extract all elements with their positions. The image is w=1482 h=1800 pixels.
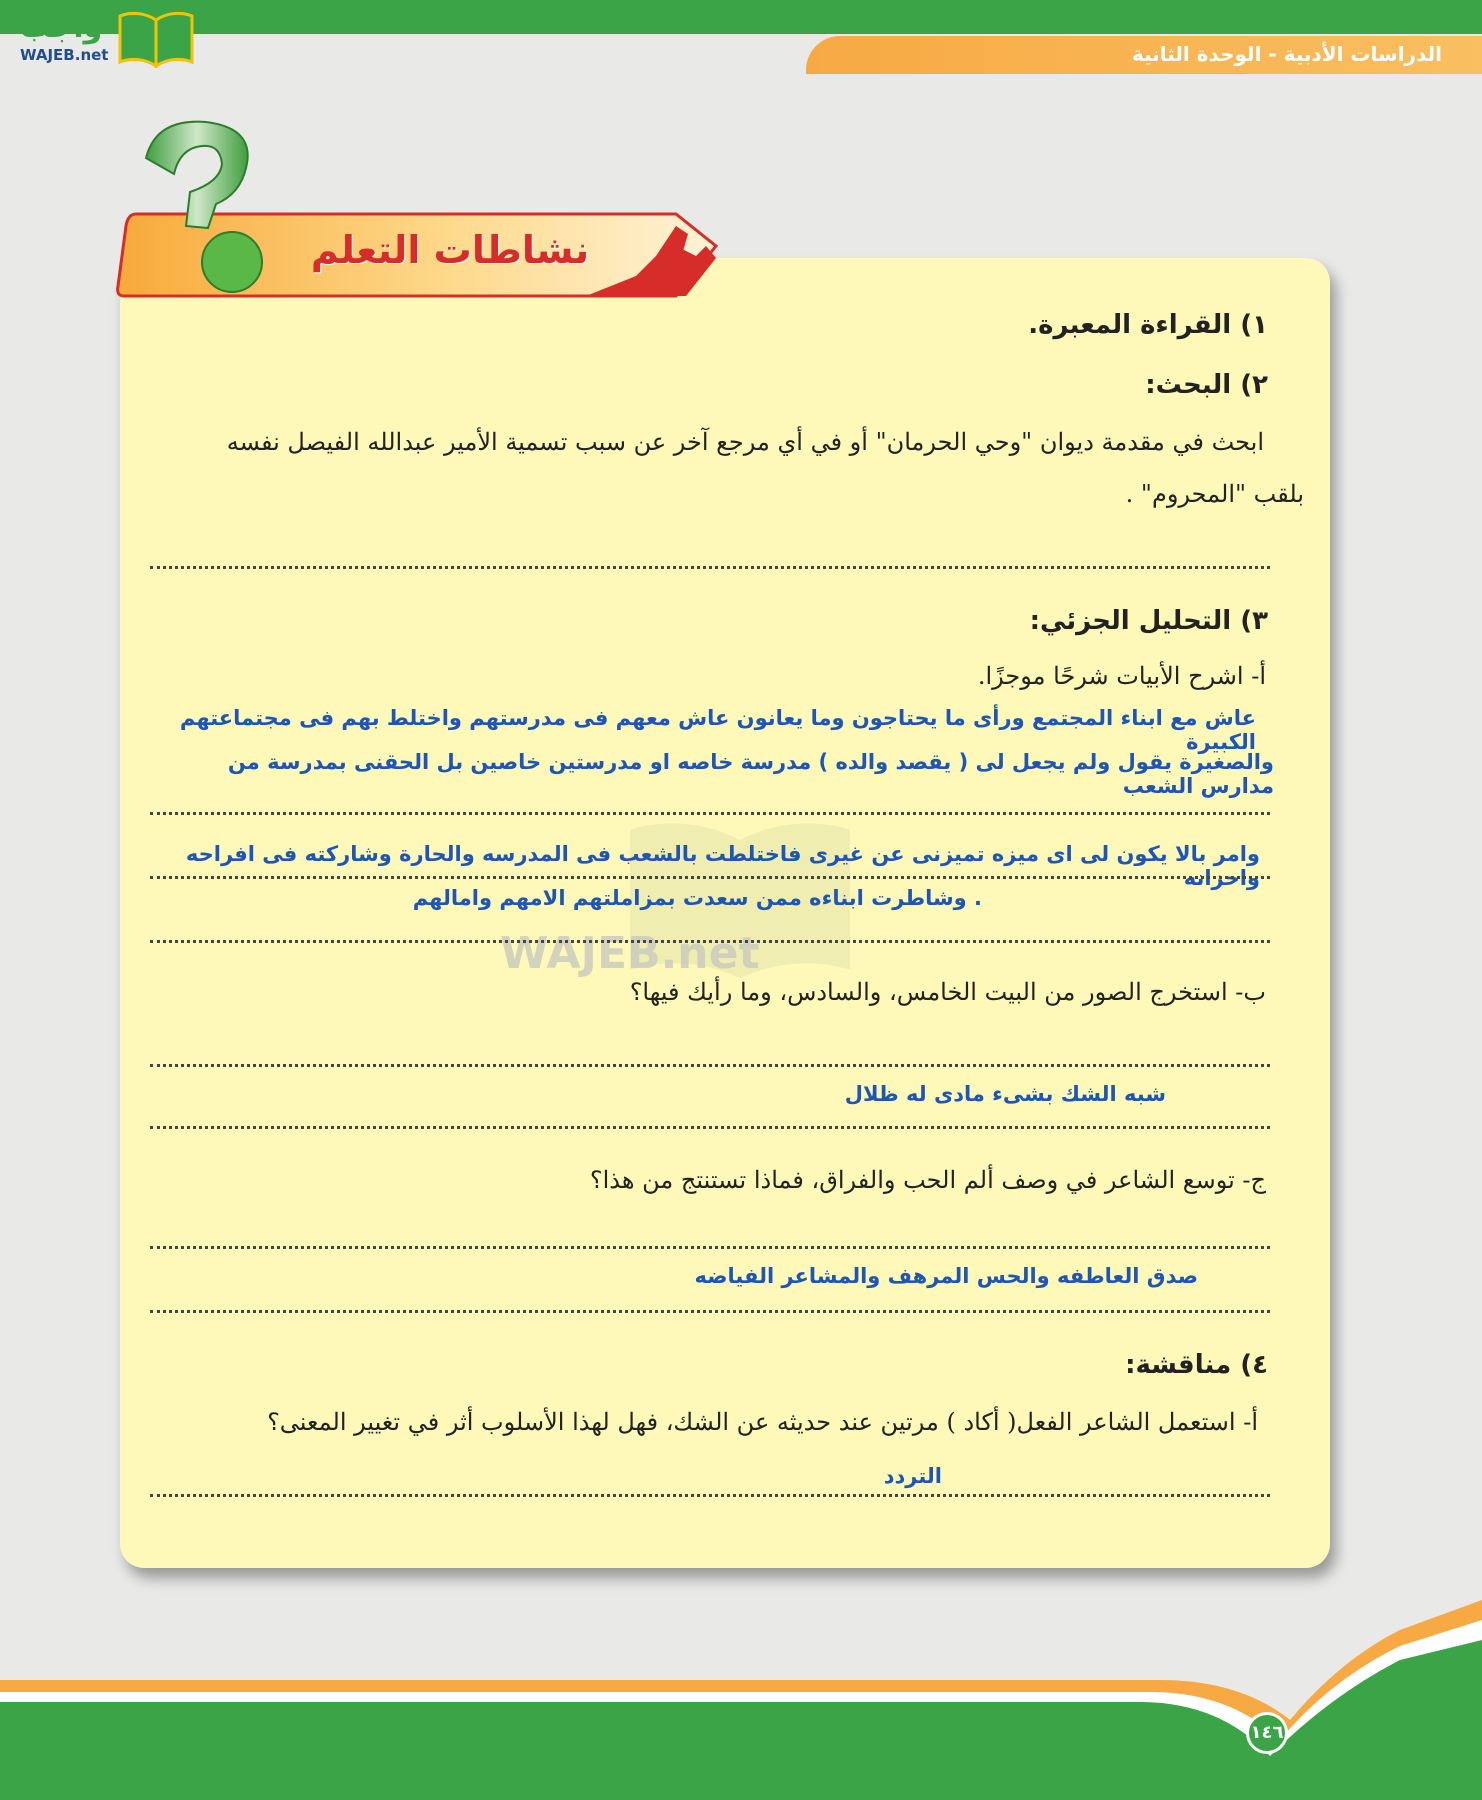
header-title: الدراسات الأدبية - الوحدة الثانية — [1131, 42, 1442, 66]
answer-4a: التردد — [883, 1464, 942, 1488]
question-4a: أ- استعمل الشاعر الفعل( أكاد ) مرتين عند حديثه عن الشك، فهل لهذا الأسلوب أثر في تغيير المعنى؟ — [267, 1408, 1258, 1436]
answer-line[interactable] — [150, 1246, 1270, 1249]
answer-3a-line-2: والصغيرة يقول ولم يجعل لى ( يقصد والده ) مدرسة خاصه او مدرستين خاصين بل الحقنى بمدرسة من مدارس الشعب — [227, 750, 1274, 798]
section-2-heading: ٢) البحث: — [1145, 370, 1268, 400]
answer-3b: شبه الشك بشىء مادى له ظلال — [844, 1082, 1166, 1106]
answer-line[interactable] — [150, 1126, 1270, 1129]
header-band — [806, 36, 1482, 74]
question-3c: ج- توسع الشاعر في وصف ألم الحب والفراق، فماذا تستنتج من هذا؟ — [589, 1166, 1266, 1194]
answer-3c: صدق العاطفه والحس المرهف والمشاعر الفياضه — [694, 1264, 1198, 1288]
question-mark-icon — [136, 118, 276, 298]
answer-line[interactable] — [150, 1310, 1270, 1313]
page-number: ١٤٦ — [1246, 1712, 1288, 1754]
book-icon — [116, 8, 196, 68]
top-green-bar — [0, 0, 1482, 34]
logo-text-en: WAJEB.net — [20, 46, 109, 64]
research-question-line-1: ابحث في مقدمة ديوان "وحي الحرمان" أو في أي مرجع آخر عن سبب تسمية الأمير عبدالله الفيصل نفسه — [226, 428, 1264, 456]
question-3b: ب- استخرج الصور من البيت الخامس، والسادس، وما رأيك فيها؟ — [629, 978, 1266, 1006]
watermark-text: WAJEB.net — [500, 928, 760, 979]
answer-3a-line-1: عاش مع ابناء المجتمع ورأى ما يحتاجون وما يعانون عاش معهم فى مدرستهم واختلط بهم فى مجتماعتهم الكبيرة — [179, 706, 1256, 754]
answer-3a-line-4: . وشاطرت ابناءه ممن سعدت بمزاملتهم الامهم وامالهم — [412, 886, 982, 910]
banner-title: نشاطات التعلم — [310, 228, 590, 272]
section-1-heading: ١) القراءة المعبرة. — [1028, 310, 1268, 340]
answer-line[interactable] — [150, 940, 1270, 943]
question-3a: أ- اشرح الأبيات شرحًا موجزًا. — [977, 662, 1266, 690]
research-question-line-2: بلقب "المحروم" . — [1125, 480, 1304, 508]
answer-line[interactable] — [150, 566, 1270, 569]
answer-line[interactable] — [150, 1494, 1270, 1497]
footer-wave — [0, 1600, 1482, 1800]
logo-text-ar: واجب — [20, 10, 103, 45]
answer-3a-line-3: وامر بالا يكون لى اى ميزه تميزنى عن غيرى فاختلطت بالشعب فى المدرسه والحارة وشاركته فى افراحه واحزانه — [185, 842, 1260, 890]
section-4-heading: ٤) مناقشة: — [1125, 1350, 1268, 1380]
answer-line[interactable] — [150, 812, 1270, 815]
wajeb-logo[interactable] — [8, 4, 188, 66]
answer-line[interactable] — [150, 876, 1270, 879]
answer-line[interactable] — [150, 1064, 1270, 1067]
section-3-heading: ٣) التحليل الجزئي: — [1029, 606, 1268, 636]
